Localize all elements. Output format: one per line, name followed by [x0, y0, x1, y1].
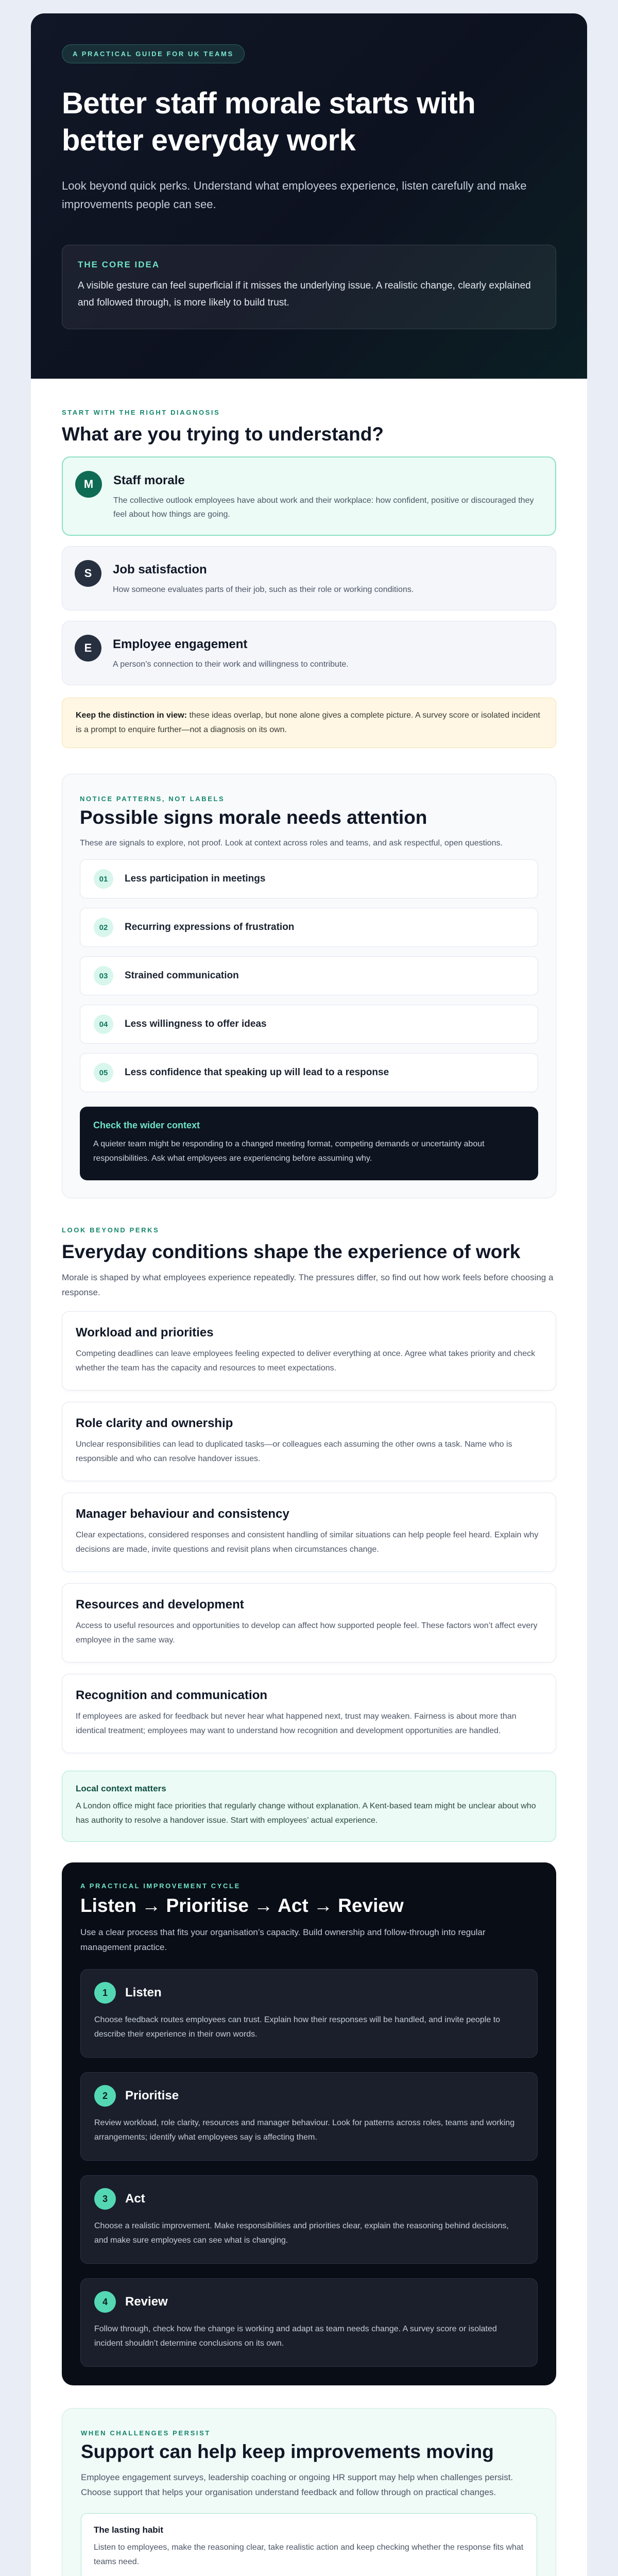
- step-text: Choose a realistic improvement. Make responsibilities and priorities clear, explain the reasoning behind decisions, and make sure employees can see what is changing.: [94, 2222, 509, 2245]
- signs-eyebrow: NOTICE PATTERNS, NOT LABELS: [80, 795, 225, 803]
- sign-item: [80, 1005, 538, 1044]
- lasting-habit-text: Listen to employees, make the reasoning clear, take realistic action and keep checking whether the response fits what teams need.: [94, 2543, 524, 2566]
- diagnosis-card-text: How someone evaluates parts of their job, such as their role or working conditions.: [113, 585, 414, 594]
- condition-card: [62, 1674, 556, 1753]
- cycle-step-act: [80, 2175, 538, 2264]
- step-number: 2: [94, 2085, 116, 2107]
- local-context-text: A London office might face priorities that regularly change without explanation. A Kent-based team might be unclear about who has authority to resolve a handover issue. Start with employees’ actual experience.: [76, 1802, 536, 1825]
- signs-title: Possible signs morale needs attention: [80, 807, 427, 828]
- core-idea-text: A visible gesture can feel superficial if it misses the underlying issue. A realistic change, clearly explained and followed through, is more likely to build trust.: [78, 280, 531, 308]
- condition-text: If employees are asked for feedback but never hear what happened next, trust may weaken. Fairness is about more than identical treatment; employees may want to understand how recognition and development opportunities are handled.: [76, 1712, 517, 1735]
- diagnosis-card-satisfaction: [62, 546, 556, 611]
- condition-title: Resources and development: [76, 1598, 244, 1612]
- conditions-intro: Morale is shaped by what employees experience repeatedly. The pressures differ, so find out how work feels before choosing a response.: [62, 1273, 554, 1297]
- main-content: [31, 379, 587, 2576]
- cycle-intro: Use a clear process that fits your organisation’s capacity. Build ownership and follow-through into regular management practice.: [80, 1927, 486, 1952]
- sign-item: [80, 908, 538, 947]
- hero: [31, 13, 587, 379]
- step-number: 3: [94, 2188, 116, 2210]
- cycle-step-prioritise: [80, 2072, 538, 2161]
- condition-card: [62, 1493, 556, 1572]
- diagnosis-card-title: Staff morale: [113, 473, 185, 487]
- condition-title: Manager behaviour and consistency: [76, 1507, 289, 1521]
- conditions-title: Everyday conditions shape the experience of work: [62, 1241, 521, 1262]
- step-text: Follow through, check how the change is working and adapt as team needs change. A survey score or isolated incident shouldn’t determine conclusions on its own.: [94, 2325, 497, 2348]
- sign-text: Recurring expressions of frustration: [125, 922, 295, 933]
- distinction-note-text: these ideas overlap, but none alone gives a complete picture. A survey score or isolated incident is a prompt to enquire further—not a diagnosis on its own.: [76, 711, 540, 734]
- cycle-title: Listen → Prioritise → Act → Review: [80, 1895, 404, 1916]
- sign-number: 03: [94, 966, 113, 986]
- cycle-eyebrow: A PRACTICAL IMPROVEMENT CYCLE: [80, 1882, 241, 1890]
- cycle-step-review: [80, 2278, 538, 2367]
- letter-badge: S: [75, 560, 101, 587]
- improvement-cycle: [62, 1862, 556, 2385]
- lasting-habit-title: The lasting habit: [94, 2525, 164, 2535]
- condition-text: Clear expectations, considered responses and consistent handling of similar situations can help people feel heard. Explain why decisions are made, invite questions and revisit plans when circumstances change.: [76, 1531, 539, 1554]
- core-idea-label: THE CORE IDEA: [78, 260, 160, 269]
- step-title: Act: [125, 2192, 145, 2206]
- diagnosis-card-title: Employee engagement: [113, 637, 248, 651]
- step-text: Choose feedback routes employees can trust. Explain how their responses will be handled, and invite people to describe their experience in their own words.: [94, 2015, 501, 2039]
- step-title: Prioritise: [125, 2089, 179, 2103]
- step-number: 1: [94, 1982, 116, 2004]
- distinction-note: [62, 698, 556, 748]
- condition-text: Unclear responsibilities can lead to duplicated tasks—or colleagues each assuming the other owns a task. Name who is responsible and who can resolve handover issues.: [76, 1440, 512, 1463]
- condition-title: Workload and priorities: [76, 1326, 214, 1340]
- support-title: Support can help keep improvements moving: [81, 2441, 494, 2462]
- step-text: Review workload, role clarity, resources and manager behaviour. Look for patterns across roles, teams and working arrangements; identify what employees say is affecting them.: [94, 2119, 515, 2142]
- sign-item: [80, 956, 538, 995]
- wider-context-text: A quieter team might be responding to a changed meeting format, competing demands or uncertainty about responsibilities. Ask what employees are experiencing before assuming why.: [93, 1140, 485, 1163]
- sign-number: 01: [94, 869, 113, 889]
- sign-number: 04: [94, 1014, 113, 1034]
- condition-title: Role clarity and ownership: [76, 1416, 233, 1430]
- page: [31, 13, 587, 2576]
- diagnosis-section: [62, 409, 556, 748]
- condition-title: Recognition and communication: [76, 1688, 268, 1702]
- cycle-step-listen: [80, 1969, 538, 2058]
- page-title: Better staff morale starts with better everyday work: [62, 87, 476, 157]
- condition-card: [62, 1311, 556, 1391]
- sign-item: [80, 859, 538, 899]
- lasting-habit-box: [81, 2513, 537, 2576]
- core-idea-box: [62, 245, 556, 329]
- sign-number: 05: [94, 1063, 113, 1082]
- hero-lead: Look beyond quick perks. Understand what employees experience, listen carefully and make improvements people can see.: [62, 179, 527, 211]
- diagnosis-card-engagement: [62, 621, 556, 685]
- condition-card: [62, 1583, 556, 1663]
- condition-text: Competing deadlines can leave employees feeling expected to deliver everything at once. Agree what takes priority and check whether the team has the capacity and resources to meet expectations.: [76, 1349, 536, 1372]
- distinction-note-bold: Keep the distinction in view:: [76, 711, 187, 720]
- wider-context-box: [80, 1107, 538, 1180]
- condition-text: Access to useful resources and opportunities to develop can affect how supported people feel. These factors won’t affect every employee in the same way.: [76, 1621, 538, 1645]
- conditions-eyebrow: LOOK BEYOND PERKS: [62, 1226, 160, 1234]
- diagnosis-card-title: Job satisfaction: [113, 563, 207, 577]
- diagnosis-card-text: The collective outlook employees have about work and their workplace: how confident, positive or discouraged they feel about how things are going.: [113, 496, 534, 519]
- step-number: 4: [94, 2291, 116, 2313]
- sign-text: Less participation in meetings: [125, 873, 266, 884]
- diagnosis-card-text: A person’s connection to their work and willingness to contribute.: [113, 660, 349, 669]
- letter-badge: M: [75, 471, 102, 498]
- diagnosis-card-morale: [62, 456, 556, 536]
- sign-text: Less confidence that speaking up will lead to a response: [125, 1067, 389, 1078]
- step-title: Listen: [125, 1986, 162, 1999]
- wider-context-title: Check the wider context: [93, 1120, 200, 1130]
- conditions-section: [62, 1226, 556, 1842]
- sign-text: Strained communication: [125, 970, 239, 981]
- support-intro: Employee engagement surveys, leadership coaching or ongoing HR support may help when challenges persist. Choose support that helps your organisation understand feedback and follow through on practical changes.: [81, 2472, 513, 2497]
- sign-number: 02: [94, 918, 113, 937]
- local-context-box: [62, 1771, 556, 1842]
- signs-intro: These are signals to explore, not proof. Look at context across roles and teams, and ask respectful, open questions.: [80, 839, 503, 848]
- support-eyebrow: WHEN CHALLENGES PERSIST: [81, 2429, 211, 2437]
- condition-card: [62, 1402, 556, 1481]
- guide-pill: A PRACTICAL GUIDE FOR UK TEAMS: [62, 44, 245, 63]
- support-section: [62, 2408, 556, 2576]
- sign-item: [80, 1053, 538, 1092]
- diagnosis-eyebrow: START WITH THE RIGHT DIAGNOSIS: [62, 409, 220, 416]
- local-context-title: Local context matters: [76, 1784, 166, 1793]
- step-title: Review: [125, 2295, 168, 2309]
- diagnosis-title: What are you trying to understand?: [62, 423, 384, 445]
- signs-section: [62, 774, 556, 1198]
- letter-badge: E: [75, 635, 101, 662]
- sign-text: Less willingness to offer ideas: [125, 1019, 267, 1029]
